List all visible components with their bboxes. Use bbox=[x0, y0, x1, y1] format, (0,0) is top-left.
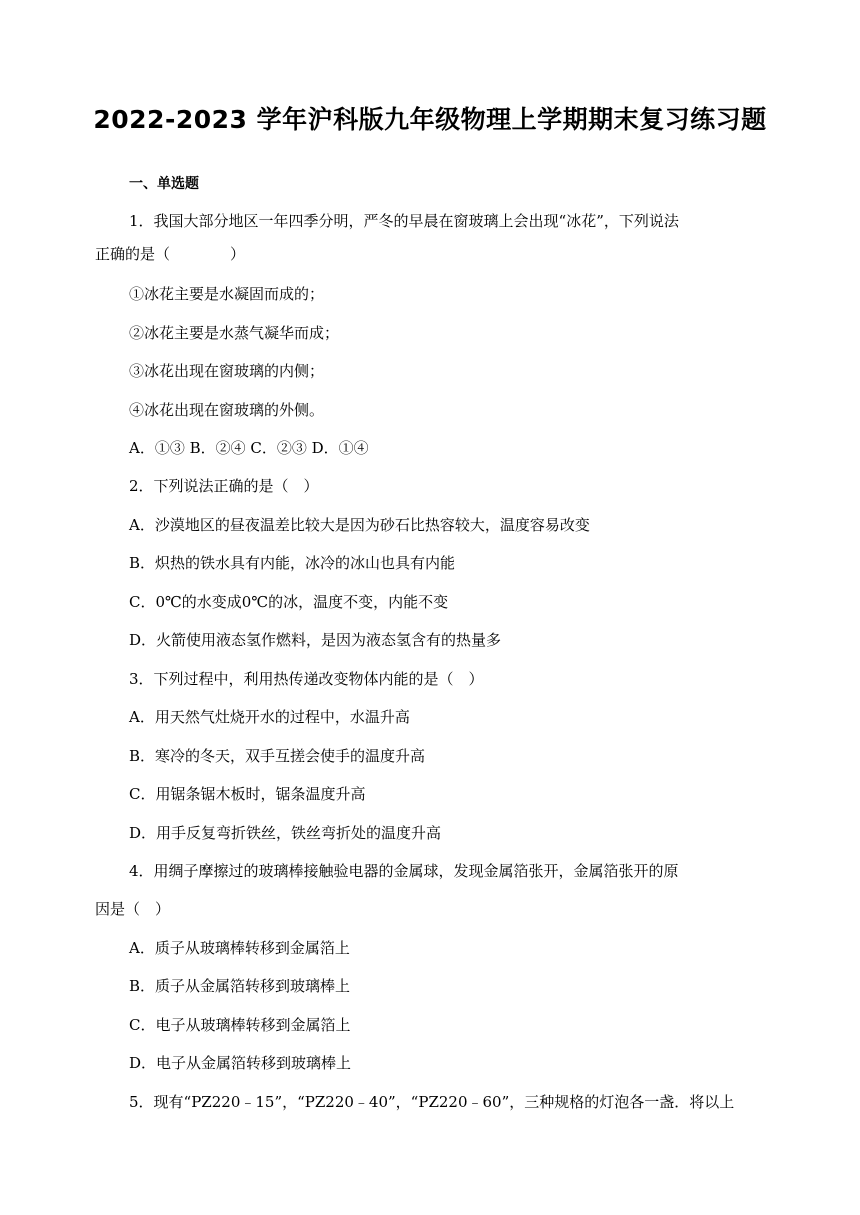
question-2-option-d: D．火箭使用液态氢作燃料，是因为液态氢含有的热量多 bbox=[129, 631, 502, 649]
question-4-option-d: D．电子从金属箔转移到玻璃棒上 bbox=[129, 1054, 352, 1072]
document-title: 2022-2023 学年沪科版九年级物理上学期期末复习练习题 bbox=[93, 105, 767, 134]
question-2-option-a: A．沙漠地区的昼夜温差比较大是因为砂石比热容较大，温度容易改变 bbox=[129, 516, 590, 534]
question-3-option-d: D．用手反复弯折铁丝，铁丝弯折处的温度升高 bbox=[129, 824, 442, 842]
question-1-statement-4: ④冰花出现在窗玻璃的外侧。 bbox=[129, 401, 325, 419]
question-2-option-c: C．0℃的水变成0℃的冰，温度不变，内能不变 bbox=[129, 593, 449, 611]
question-4-line-2: 因是（ ） bbox=[95, 900, 171, 918]
question-1-line-1: 1．我国大部分地区一年四季分明，严冬的早晨在窗玻璃上会出现“冰花”，下列说法 bbox=[129, 212, 679, 230]
question-4-option-a: A．质子从玻璃棒转移到金属箔上 bbox=[129, 939, 350, 957]
question-1-line-2: 正确的是（ ） bbox=[95, 245, 246, 263]
question-2-option-b: B．炽热的铁水具有内能，冰冷的冰山也具有内能 bbox=[129, 554, 456, 572]
question-4-option-c: C．电子从玻璃棒转移到金属箔上 bbox=[129, 1016, 351, 1034]
question-4-line-1: 4．用绸子摩擦过的玻璃棒接触验电器的金属球，发现金属箔张开，金属箔张开的原 bbox=[129, 862, 679, 880]
question-3-option-c: C．用锯条锯木板时，锯条温度升高 bbox=[129, 785, 366, 803]
question-1-options: A．①③ B．②④ C．②③ D．①④ bbox=[129, 439, 369, 457]
question-1-statement-3: ③冰花出现在窗玻璃的内侧； bbox=[129, 362, 325, 380]
question-2-stem: 2．下列说法正确的是（ ） bbox=[129, 477, 319, 495]
question-3-stem: 3．下列过程中，利用热传递改变物体内能的是（ ） bbox=[129, 670, 484, 688]
question-1-statement-1: ①冰花主要是水凝固而成的； bbox=[129, 285, 325, 303]
question-3-option-a: A．用天然气灶烧开水的过程中，水温升高 bbox=[129, 708, 410, 726]
section-heading: 一、单选题 bbox=[129, 176, 199, 192]
question-1-statement-2: ②冰花主要是水蒸气凝华而成； bbox=[129, 324, 340, 342]
question-4-option-b: B．质子从金属箔转移到玻璃棒上 bbox=[129, 977, 351, 995]
question-5-line-1: 5．现有“PZ220﹣15”，“PZ220﹣40”，“PZ220﹣60”，三种规格的灯泡各一盏．将以上 bbox=[129, 1093, 735, 1111]
question-3-option-b: B．寒冷的冬天，双手互搓会使手的温度升高 bbox=[129, 747, 426, 765]
